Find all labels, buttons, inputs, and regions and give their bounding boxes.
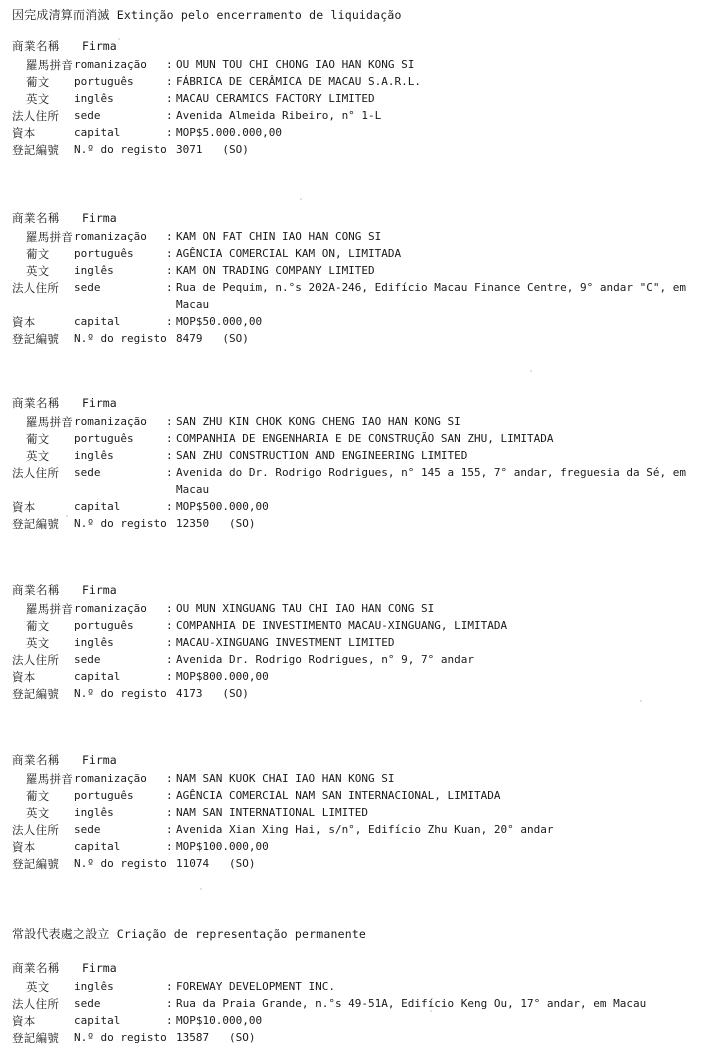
value-romanizacao: OU MUN XINGUANG TAU CHI IAO HAN CONG SI xyxy=(176,602,435,615)
label-capital-chinese: 資本 xyxy=(12,840,36,854)
section-heading-extincao xyxy=(0,6,402,23)
label-romanizacao-portuguese: romanização xyxy=(74,230,147,243)
label-sede-portuguese: sede xyxy=(74,109,101,122)
label-sede-chinese: 法人住所 xyxy=(12,281,60,295)
field-separator: : xyxy=(166,281,173,294)
label-ingles-chinese: 英文 xyxy=(26,92,50,106)
field-registo xyxy=(0,856,726,872)
label-capital-portuguese: capital xyxy=(74,1014,121,1027)
label-portugues-portuguese: português xyxy=(74,75,134,88)
field-sede xyxy=(0,108,726,124)
field-separator: : xyxy=(166,449,173,462)
record-firma-header xyxy=(0,38,726,54)
field-separator: : xyxy=(166,92,173,105)
label-capital-portuguese: capital xyxy=(74,840,121,853)
field-separator: : xyxy=(166,772,173,785)
label-ingles-portuguese: inglês xyxy=(74,92,114,105)
label-romanizacao-chinese: 羅馬拼音 xyxy=(26,230,74,244)
value-capital: MOP$10.000,00 xyxy=(176,1014,263,1027)
field-romanizacao xyxy=(0,229,726,245)
value-sede: Avenida Dr. Rodrigo Rodrigues, n° 9, 7° andar xyxy=(176,653,475,666)
section-heading-chinese: 常設代表處之設立 xyxy=(12,927,110,941)
value-registo: 8479 (SO) xyxy=(176,332,249,345)
value-capital: MOP$800.000,00 xyxy=(176,670,269,683)
field-separator: : xyxy=(166,997,173,1010)
value-registo: 4173 (SO) xyxy=(176,687,249,700)
field-separator: : xyxy=(166,264,173,277)
field-romanizacao xyxy=(0,414,726,430)
section-heading-chinese: 因完成清算而消滅 xyxy=(12,8,110,22)
label-ingles-portuguese: inglês xyxy=(74,806,114,819)
field-portugues xyxy=(0,618,726,634)
field-portugues xyxy=(0,788,726,804)
field-registo xyxy=(0,142,726,158)
label-sede-chinese: 法人住所 xyxy=(12,466,60,480)
label-registo-chinese: 登記編號 xyxy=(12,143,60,157)
section-heading-representacao xyxy=(0,925,366,942)
value-capital: MOP$500.000,00 xyxy=(176,500,269,513)
field-ingles xyxy=(0,91,726,107)
label-firma-chinese: 商業名稱 xyxy=(12,396,60,410)
value-romanizacao: SAN ZHU KIN CHOK KONG CHENG IAO HAN KONG SI xyxy=(176,415,461,428)
field-capital xyxy=(0,1013,726,1029)
label-firma-portuguese: Firma xyxy=(82,961,117,975)
field-separator: : xyxy=(166,980,173,993)
label-romanizacao-chinese: 羅馬拼音 xyxy=(26,58,74,72)
field-sede xyxy=(0,822,726,838)
field-sede xyxy=(0,280,726,296)
label-romanizacao-portuguese: romanização xyxy=(74,58,147,71)
value-portugues: COMPANHIA DE INVESTIMENTO MACAU-XINGUANG, LIMITADA xyxy=(176,619,508,632)
label-sede-portuguese: sede xyxy=(74,823,101,836)
field-ingles xyxy=(0,448,726,464)
label-firma-chinese: 商業名稱 xyxy=(12,211,60,225)
label-sede-portuguese: sede xyxy=(74,466,101,479)
label-ingles-portuguese: inglês xyxy=(74,264,114,277)
label-romanizacao-chinese: 羅馬拼音 xyxy=(26,602,74,616)
value-portugues: COMPANHIA DE ENGENHARIA E DE CONSTRUÇÃO SAN ZHU, LIMITADA xyxy=(176,432,554,445)
field-sede-continuation xyxy=(0,482,726,498)
label-registo-portuguese: N.º do registo xyxy=(74,857,167,870)
field-romanizacao xyxy=(0,771,726,787)
scan-speckle xyxy=(300,198,302,200)
label-capital-chinese: 資本 xyxy=(12,315,36,329)
label-ingles-portuguese: inglês xyxy=(74,980,114,993)
label-capital-chinese: 資本 xyxy=(12,126,36,140)
field-separator: : xyxy=(166,247,173,260)
value-capital: MOP$100.000,00 xyxy=(176,840,269,853)
field-ingles xyxy=(0,805,726,821)
label-registo-chinese: 登記編號 xyxy=(12,687,60,701)
label-firma-portuguese: Firma xyxy=(82,211,117,225)
value-sede-continued: Macau xyxy=(176,298,210,311)
field-separator: : xyxy=(166,840,173,853)
field-registo xyxy=(0,516,726,532)
record-firma-header xyxy=(0,960,726,976)
field-separator: : xyxy=(166,126,173,139)
label-ingles-chinese: 英文 xyxy=(26,636,50,650)
label-registo-portuguese: N.º do registo xyxy=(74,687,167,700)
field-separator: : xyxy=(166,670,173,683)
record-firma-header xyxy=(0,752,726,768)
label-registo-chinese: 登記編號 xyxy=(12,517,60,531)
field-separator: : xyxy=(166,432,173,445)
field-separator: : xyxy=(166,602,173,615)
field-separator: : xyxy=(166,806,173,819)
scan-speckle xyxy=(530,370,532,372)
label-firma-chinese: 商業名稱 xyxy=(12,583,60,597)
label-portugues-portuguese: português xyxy=(74,247,134,260)
label-registo-portuguese: N.º do registo xyxy=(74,517,167,530)
label-firma-chinese: 商業名稱 xyxy=(12,961,60,975)
company-record-2 xyxy=(0,210,726,348)
field-separator: : xyxy=(166,466,173,479)
label-portugues-chinese: 葡文 xyxy=(26,432,50,446)
field-separator: : xyxy=(166,653,173,666)
label-registo-portuguese: N.º do registo xyxy=(74,332,167,345)
label-portugues-chinese: 葡文 xyxy=(26,619,50,633)
label-registo-chinese: 登記編號 xyxy=(12,332,60,346)
value-ingles: FOREWAY DEVELOPMENT INC. xyxy=(176,980,335,993)
company-record-3 xyxy=(0,395,726,533)
field-ingles xyxy=(0,635,726,651)
field-sede xyxy=(0,465,726,481)
record-firma-header xyxy=(0,210,726,226)
label-firma-chinese: 商業名稱 xyxy=(12,753,60,767)
label-registo-chinese: 登記編號 xyxy=(12,857,60,871)
label-sede-portuguese: sede xyxy=(74,997,101,1010)
field-portugues xyxy=(0,74,726,90)
field-registo xyxy=(0,1030,726,1046)
field-capital xyxy=(0,125,726,141)
field-ingles xyxy=(0,979,726,995)
label-ingles-chinese: 英文 xyxy=(26,806,50,820)
value-registo: 12350 (SO) xyxy=(176,517,256,530)
field-capital xyxy=(0,499,726,515)
field-romanizacao xyxy=(0,57,726,73)
value-portugues: AGÊNCIA COMERCIAL KAM ON, LIMITADA xyxy=(176,247,402,260)
field-separator: : xyxy=(166,636,173,649)
label-romanizacao-portuguese: romanização xyxy=(74,602,147,615)
value-ingles: KAM ON TRADING COMPANY LIMITED xyxy=(176,264,375,277)
field-sede-continuation xyxy=(0,297,726,313)
company-record-5 xyxy=(0,752,726,873)
label-sede-chinese: 法人住所 xyxy=(12,997,60,1011)
value-registo: 3071 (SO) xyxy=(176,143,249,156)
field-separator: : xyxy=(166,109,173,122)
value-romanizacao: NAM SAN KUOK CHAI IAO HAN KONG SI xyxy=(176,772,395,785)
label-sede-portuguese: sede xyxy=(74,653,101,666)
label-romanizacao-chinese: 羅馬拼音 xyxy=(26,772,74,786)
label-romanizacao-portuguese: romanização xyxy=(74,415,147,428)
label-capital-chinese: 資本 xyxy=(12,500,36,514)
label-portugues-chinese: 葡文 xyxy=(26,247,50,261)
label-capital-portuguese: capital xyxy=(74,126,121,139)
value-capital: MOP$50.000,00 xyxy=(176,315,263,328)
field-registo xyxy=(0,331,726,347)
label-ingles-chinese: 英文 xyxy=(26,264,50,278)
field-separator: : xyxy=(166,619,173,632)
label-romanizacao-chinese: 羅馬拼音 xyxy=(26,415,74,429)
field-sede xyxy=(0,996,726,1012)
label-ingles-portuguese: inglês xyxy=(74,449,114,462)
field-portugues xyxy=(0,246,726,262)
field-separator: : xyxy=(166,75,173,88)
field-separator: : xyxy=(166,315,173,328)
field-capital xyxy=(0,839,726,855)
value-sede: Avenida Xian Xing Hai, s/n°, Edifício Zhu Kuan, 20° andar xyxy=(176,823,554,836)
field-registo xyxy=(0,686,726,702)
section-heading-portuguese: Extinção pelo encerramento de liquidação xyxy=(116,8,402,22)
field-portugues xyxy=(0,431,726,447)
field-separator: : xyxy=(166,500,173,513)
field-capital xyxy=(0,314,726,330)
company-record-4 xyxy=(0,582,726,703)
label-capital-portuguese: capital xyxy=(74,315,121,328)
value-sede: Avenida Almeida Ribeiro, n° 1-L xyxy=(176,109,382,122)
label-ingles-chinese: 英文 xyxy=(26,980,50,994)
field-sede xyxy=(0,652,726,668)
field-separator: : xyxy=(166,823,173,836)
field-ingles xyxy=(0,263,726,279)
label-registo-portuguese: N.º do registo xyxy=(74,1031,167,1044)
value-registo: 13587 (SO) xyxy=(176,1031,256,1044)
label-registo-portuguese: N.º do registo xyxy=(74,143,167,156)
value-sede: Rua da Praia Grande, n.°s 49-51A, Edifício Keng Ou, 17° andar, em Macau xyxy=(176,997,647,1010)
label-firma-chinese: 商業名稱 xyxy=(12,39,60,53)
label-capital-chinese: 資本 xyxy=(12,670,36,684)
label-sede-chinese: 法人住所 xyxy=(12,823,60,837)
value-portugues: FÁBRICA DE CERÂMICA DE MACAU S.A.R.L. xyxy=(176,75,422,88)
field-separator: : xyxy=(166,415,173,428)
label-capital-portuguese: capital xyxy=(74,500,121,513)
label-portugues-portuguese: português xyxy=(74,619,134,632)
label-firma-portuguese: Firma xyxy=(82,583,117,597)
value-ingles: NAM SAN INTERNATIONAL LIMITED xyxy=(176,806,369,819)
label-sede-chinese: 法人住所 xyxy=(12,653,60,667)
label-sede-portuguese: sede xyxy=(74,281,101,294)
value-sede-continued: Macau xyxy=(176,483,210,496)
value-capital: MOP$5.000.000,00 xyxy=(176,126,282,139)
label-ingles-portuguese: inglês xyxy=(74,636,114,649)
field-separator: : xyxy=(166,58,173,71)
label-portugues-portuguese: português xyxy=(74,789,134,802)
value-romanizacao: OU MUN TOU CHI CHONG IAO HAN KONG SI xyxy=(176,58,415,71)
label-capital-chinese: 資本 xyxy=(12,1014,36,1028)
record-firma-header xyxy=(0,582,726,598)
label-registo-chinese: 登記編號 xyxy=(12,1031,60,1045)
section-heading-portuguese: Criação de representação permanente xyxy=(116,927,367,941)
value-ingles: SAN ZHU CONSTRUCTION AND ENGINEERING LIMITED xyxy=(176,449,468,462)
value-portugues: AGÊNCIA COMERCIAL NAM SAN INTERNACIONAL, LIMITADA xyxy=(176,789,501,802)
value-sede: Rua de Pequim, n.°s 202A-246, Edifício Macau Finance Centre, 9° andar "C", em xyxy=(176,281,686,294)
value-registo: 11074 (SO) xyxy=(176,857,256,870)
label-firma-portuguese: Firma xyxy=(82,396,117,410)
field-separator: : xyxy=(166,1014,173,1027)
company-record-6 xyxy=(0,960,726,1047)
label-romanizacao-portuguese: romanização xyxy=(74,772,147,785)
company-record-1 xyxy=(0,38,726,159)
label-ingles-chinese: 英文 xyxy=(26,449,50,463)
value-sede: Avenida do Dr. Rodrigo Rodrigues, n° 145 a 155, 7° andar, freguesia da Sé, em xyxy=(176,466,686,479)
field-romanizacao xyxy=(0,601,726,617)
label-firma-portuguese: Firma xyxy=(82,39,117,53)
label-portugues-chinese: 葡文 xyxy=(26,75,50,89)
value-ingles: MACAU-XINGUANG INVESTMENT LIMITED xyxy=(176,636,395,649)
label-firma-portuguese: Firma xyxy=(82,753,117,767)
record-firma-header xyxy=(0,395,726,411)
field-separator: : xyxy=(166,230,173,243)
label-sede-chinese: 法人住所 xyxy=(12,109,60,123)
label-capital-portuguese: capital xyxy=(74,670,121,683)
label-portugues-chinese: 葡文 xyxy=(26,789,50,803)
field-separator: : xyxy=(166,789,173,802)
field-capital xyxy=(0,669,726,685)
label-portugues-portuguese: português xyxy=(74,432,134,445)
value-ingles: MACAU CERAMICS FACTORY LIMITED xyxy=(176,92,375,105)
scan-speckle xyxy=(200,888,202,890)
value-romanizacao: KAM ON FAT CHIN IAO HAN CONG SI xyxy=(176,230,382,243)
